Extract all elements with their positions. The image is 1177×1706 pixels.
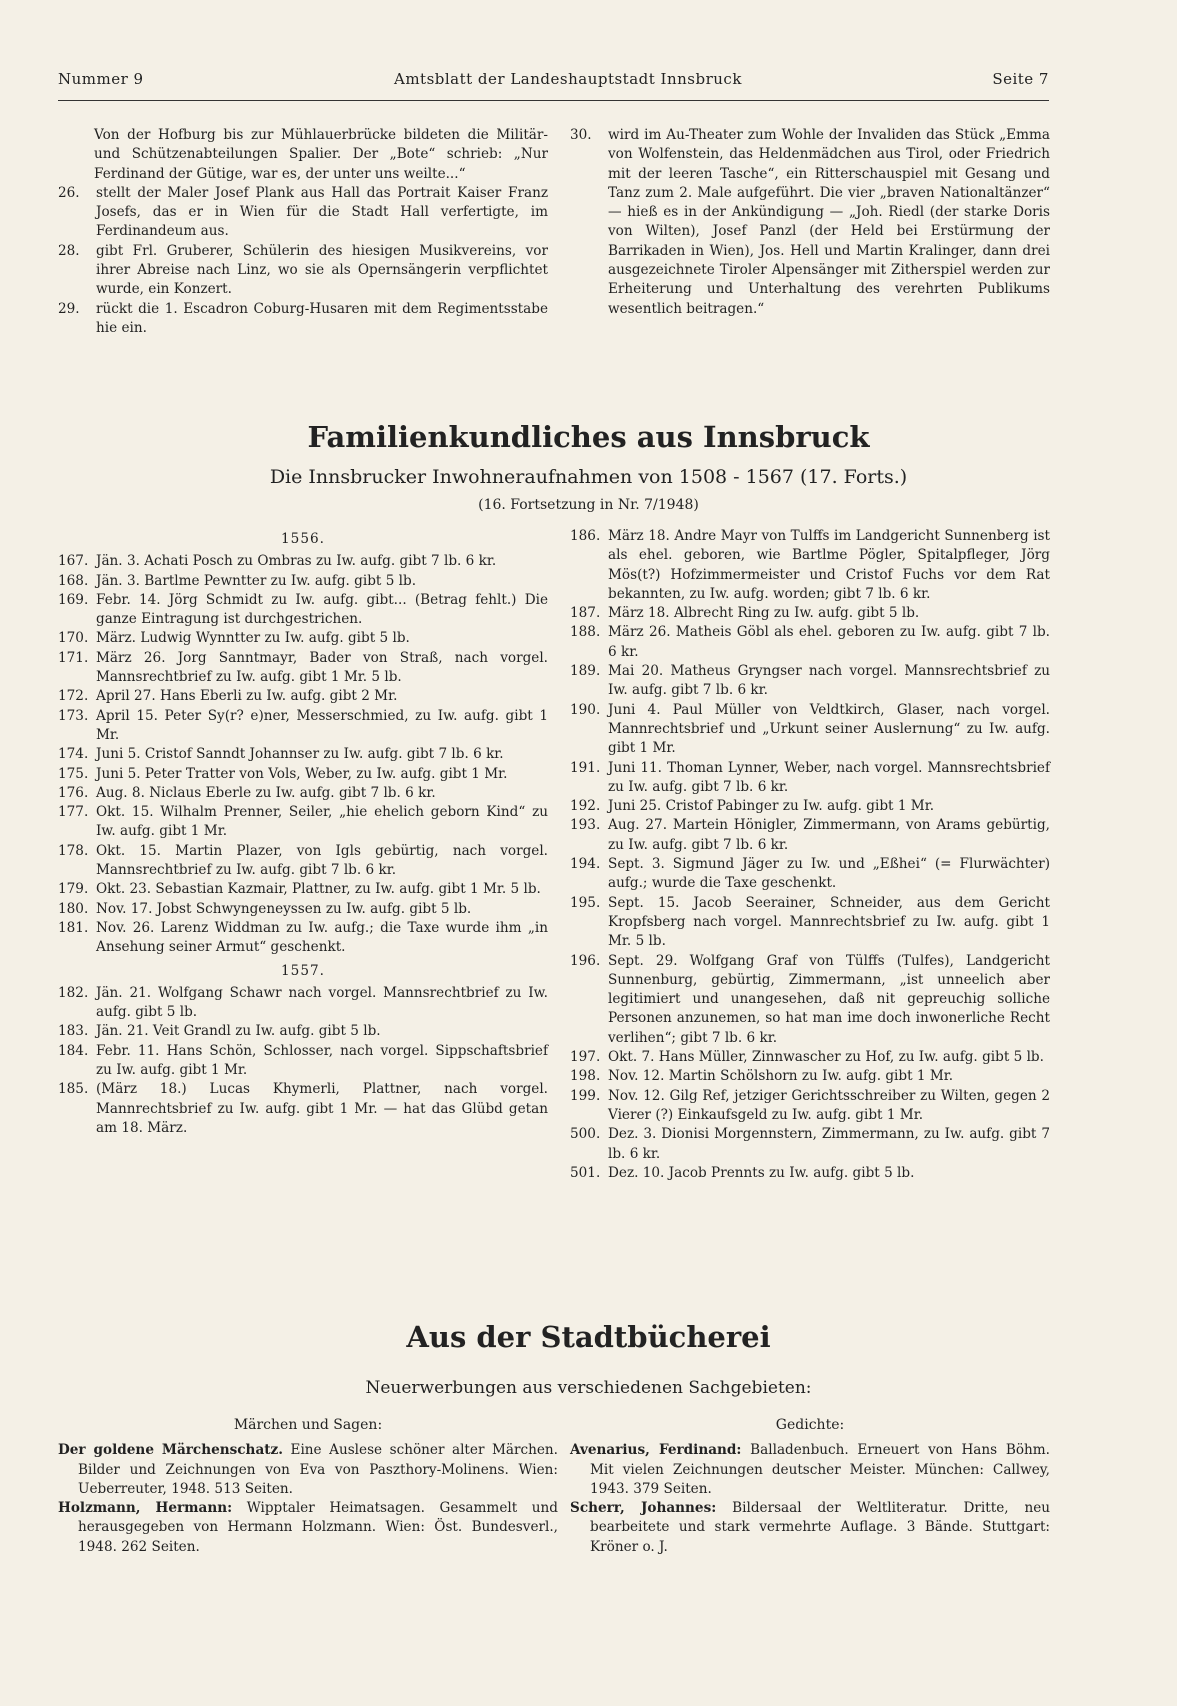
record-number: 183.: [58, 1023, 89, 1040]
record-number: 193.: [570, 817, 601, 834]
record-text: Dez. 10. Jacob Prennts zu Iw. aufg. gibt 5 lb.: [608, 1164, 915, 1181]
record-entry: [570, 855, 1050, 894]
record-number: 196.: [570, 952, 601, 969]
records-continued: [570, 527, 1050, 1183]
records-1556: [58, 552, 548, 957]
book-author: Der goldene Märchenschatz.: [58, 1442, 283, 1459]
record-text: Nov. 12. Gilg Ref, jetziger Gerichtsschreiber zu Wilten, gegen 2 Vierer (?) Einkaufsgeld zu Iw. aufg. gibt 1 Mr.: [608, 1087, 1050, 1123]
record-text: März 18. Andre Mayr von Tulffs im Landgericht Sunnenberg ist als ehel. geboren, wie Bartlme Pögler, Spitalpfleger, Jörg Mös(t?) Hofzimmermeister und Cristof Fuchs vor dem Rat bekannten, zu Iw. aufg. worden; gibt 7 lb. 6 kr.: [608, 528, 1050, 602]
book-details: Bildersaal der Weltliteratur. Dritte, neu bearbeitete und stark vermehrte Auflage. 3 Bände. Stuttgart: Kröner o. J.: [590, 1500, 1050, 1555]
top-right-entries: [570, 126, 1050, 319]
record-text: Jän. 3. Achati Posch zu Ombras zu Iw. aufg. gibt 7 lb. 6 kr.: [96, 553, 497, 570]
category-heading: Märchen und Sagen:: [233, 1417, 383, 1433]
record-text: Mai 20. Matheus Gryngser nach vorgel. Mannsrechtsbrief zu Iw. aufg. gibt 7 lb. 6 kr.: [608, 663, 1050, 699]
record-number: 174.: [58, 746, 89, 763]
running-header: [58, 70, 1049, 88]
section-title-library: Aus der Stadtbücherei: [406, 1320, 771, 1354]
record-entry: [570, 623, 1050, 662]
record-number: 186.: [570, 528, 601, 544]
record-entry: [58, 842, 548, 881]
record-text: Nov. 12. Martin Schölshorn zu Iw. aufg. gibt 1 Mr.: [608, 1068, 954, 1085]
record-entry: [58, 572, 548, 591]
record-number: 176.: [58, 784, 89, 801]
record-entry: [58, 745, 548, 764]
record-text: (März 18.) Lucas Khymerli, Plattner, nach vorgel. Mannrechtsbrief zu Iw. aufg. gibt 1 Mr. — hat das Glübd getan am 18. März.: [96, 1081, 548, 1136]
record-number: 191.: [570, 759, 601, 776]
record-text: Jän. 3. Bartlme Pewntter zu Iw. aufg. gibt 5 lb.: [96, 572, 417, 589]
record-number: 170.: [58, 630, 89, 647]
record-text: Juni 5. Peter Tratter von Vols, Weber, zu Iw. aufg. gibt 1 Mr.: [96, 765, 508, 782]
record-number: 167.: [58, 553, 89, 570]
record-number: 175.: [58, 765, 89, 782]
record-entry: [58, 552, 548, 571]
record-text: Nov. 26. Larenz Widdman zu Iw. aufg.; die Taxe wurde ihm „in Ansehung seiner Armut“ geschenkt.: [96, 919, 548, 956]
record-number: 168.: [58, 572, 89, 589]
record-number: 30.: [570, 127, 592, 143]
record-text: Aug. 27. Martein Hönigler, Zimmermann, von Arams gebürtig, zu Iw. aufg. gibt 7 lb. 6 kr.: [608, 817, 1050, 853]
record-number: 501.: [570, 1164, 601, 1181]
record-number: 169.: [58, 591, 89, 608]
record-entry: [58, 984, 548, 1023]
record-entry: [58, 242, 548, 300]
record-number: 179.: [58, 881, 89, 898]
publication-title: Amtsblatt der Landeshauptstadt Innsbruck: [393, 70, 742, 88]
record-text: Febr. 14. Jörg Schmidt zu Iw. aufg. gibt... (Betrag fehlt.) Die ganze Eintragung ist durchgestrichen.: [96, 591, 548, 628]
continuation-note: (16. Fortsetzung in Nr. 7/1948): [478, 497, 699, 513]
record-entry: [58, 687, 548, 706]
records-left-column: [58, 528, 548, 1138]
record-number: 26.: [58, 184, 80, 201]
record-number: 185.: [58, 1081, 89, 1098]
record-entry: [58, 629, 548, 648]
top-right-column: [570, 126, 1050, 319]
book-entry: [570, 1499, 1050, 1557]
record-text: Juni 25. Cristof Pabinger zu Iw. aufg. gibt 1 Mr.: [608, 798, 935, 815]
record-text: Juni 11. Thoman Lynner, Weber, nach vorgel. Mannsrechtsbrief zu Iw. aufg. gibt 7 lb. 6 kr.: [608, 759, 1050, 795]
record-number: 178.: [58, 842, 89, 859]
library-subtitle: Neuerwerbungen aus verschiedenen Sachgebieten:: [365, 1378, 812, 1398]
library-right-entries: [570, 1441, 1050, 1557]
record-entry: [570, 797, 1050, 816]
record-text: März 26. Jorg Sanntmayr, Bader von Straß, nach vorgel. Mannsrechtbrief zu Iw. aufg. gibt 1 Mr. 5 lb.: [96, 649, 548, 686]
library-right-column: [570, 1416, 1050, 1557]
record-text: März 18. Albrecht Ring zu Iw. aufg. gibt 5 lb.: [608, 605, 920, 622]
top-left-column: [58, 126, 548, 338]
record-entry: [570, 1067, 1050, 1086]
record-entry: [570, 952, 1050, 1048]
record-entry: [58, 765, 548, 784]
library-left-entries: [58, 1441, 558, 1557]
record-number: 197.: [570, 1049, 601, 1066]
book-details: Wipptaler Heimatsagen. Gesammelt und herausgegeben von Hermann Holzmann. Wien: Öst. Bundesverl., 1948. 262 Seiten.: [78, 1500, 558, 1555]
record-entry: [58, 591, 548, 630]
record-number: 182.: [58, 984, 89, 1001]
issue-number: Nummer 9: [58, 70, 144, 88]
page-number: Seite 7: [992, 70, 1049, 88]
record-entry: [58, 1042, 548, 1081]
record-text: wird im Au-Theater zum Wohle der Invaliden das Stück „Emma von Wolfenstein, das Heldenmädchen aus Tirol, oder Friedrich mit der leeren Tasche“, ein Ritterschauspiel mit Gesang und Tanz zum 2. Male aufgeführt. Die vier „braven Nationaltänzer“ — hieß es in der Ankündigung — „Joh. Riedl (der starke Doris von Wilten), Josef Panzl (der Held bei Erstürmung der Barrikaden in Wien), Jos. Hell und Martin Kralinger, dann drei ausgezeichnete Tiroler Alpensänger mit Zitherspiel werden zur Erheiterung und Unterhaltung des verehrten Publikums wesentlich beitragen.“: [608, 127, 1050, 317]
record-text: Okt. 15. Wilhalm Prenner, Seiler, „hie ehelich geborn Kind“ zu Iw. aufg. gibt 1 Mr.: [96, 804, 548, 840]
record-text: gibt Frl. Gruberer, Schülerin des hiesigen Musikvereins, vor ihrer Abreise nach Linz, wo sie als Opernsängerin verpflichtet wurde, ein Konzert.: [96, 242, 548, 298]
record-number: 177.: [58, 804, 89, 821]
book-author: Holzmann, Hermann:: [58, 1500, 233, 1517]
record-number: 171.: [58, 649, 89, 666]
record-text: Dez. 3. Dionisi Morgennstern, Zimmermann, zu Iw. aufg. gibt 7 lb. 6 kr.: [608, 1126, 1050, 1162]
record-entry: [570, 1125, 1050, 1164]
records-1557: [58, 984, 548, 1138]
record-entry: [58, 707, 548, 746]
record-entry: [58, 784, 548, 803]
record-number: 184.: [58, 1042, 89, 1059]
record-entry: [570, 1048, 1050, 1067]
record-entry: [570, 759, 1050, 798]
record-text: Jän. 21. Wolfgang Schawr nach vorgel. Mannsrechtbrief zu Iw. aufg. gibt 5 lb.: [96, 984, 548, 1021]
record-entry: [58, 1022, 548, 1041]
record-number: 188.: [570, 624, 601, 641]
record-entry: [58, 1080, 548, 1138]
record-text: rückt die 1. Escadron Coburg-Husaren mit dem Regimentsstabe hie ein.: [96, 300, 548, 336]
record-number: 192.: [570, 798, 601, 815]
record-entry: [58, 803, 548, 842]
record-number: 190.: [570, 701, 601, 718]
record-number: 181.: [58, 919, 89, 936]
record-text: Juni 5. Cristof Sanndt Johannser zu Iw. aufg. gibt 7 lb. 6 kr.: [96, 746, 504, 763]
record-text: Okt. 23. Sebastian Kazmair, Plattner, zu Iw. aufg. gibt 1 Mr. 5 lb.: [96, 881, 541, 898]
record-text: Okt. 7. Hans Müller, Zinnwascher zu Hof, zu Iw. aufg. gibt 5 lb.: [608, 1049, 1044, 1066]
record-number: 198.: [570, 1068, 601, 1085]
records-right-column: [570, 527, 1050, 1183]
record-text: Sept. 15. Jacob Seerainer, Schneider, aus dem Gericht Kropfsberg nach vorgel. Mannrechtsbrief zu Iw. aufg. gibt 1 Mr. 5 lb.: [608, 894, 1050, 950]
record-entry: [570, 1164, 1050, 1183]
record-text: Juni 4. Paul Müller von Veldtkirch, Glaser, nach vorgel. Mannrechtsbrief und „Urkunt seiner Auslernung“ zu Iw. aufg. gibt 1 Mr.: [608, 701, 1050, 757]
book-entry: [58, 1441, 558, 1499]
record-number: 187.: [570, 605, 601, 622]
section-title-family: Familienkundliches aus Innsbruck: [307, 420, 870, 454]
top-left-entries: [58, 184, 548, 338]
header-rule: [58, 100, 1049, 101]
record-text: stellt der Maler Josef Plank aus Hall das Portrait Kaiser Franz Josefs, das er in Wien für die Stadt Hall verfertigte, im Ferdinandeum aus.: [96, 184, 548, 240]
year-heading: 1557.: [281, 962, 325, 979]
section-subtitle: Die Innsbrucker Inwohneraufnahmen von 1508 - 1567 (17. Forts.): [269, 466, 908, 488]
record-number: 173.: [58, 707, 89, 724]
record-number: 29.: [58, 300, 80, 317]
record-entry: [58, 919, 548, 958]
record-number: 172.: [58, 688, 89, 705]
record-text: März 26. Matheis Göbl als ehel. geboren zu Iw. aufg. gibt 7 lb. 6 kr.: [608, 624, 1050, 660]
record-text: April 15. Peter Sy(r? e)ner, Messerschmied, zu Iw. aufg. gibt 1 Mr.: [96, 707, 548, 743]
book-entry: [570, 1441, 1050, 1499]
record-number: 199.: [570, 1087, 601, 1104]
record-text: Sept. 29. Wolfgang Graf von Tülffs (Tulfes), Landgericht Sunnenburg, gebürtig, Zimmermann, „ist unneelich aber legitimiert und unangesehen, daß nit gepreuchig solliche Personen anzunemen, so hat man ime doch inwonerliche Recht verlihen“; gibt 7 lb. 6 kr.: [608, 952, 1050, 1046]
record-entry: [58, 300, 548, 339]
library-left-column: [58, 1416, 558, 1557]
category-heading: Gedichte:: [775, 1417, 845, 1433]
record-entry: [58, 649, 548, 688]
record-text: Jän. 21. Veit Grandl zu Iw. aufg. gibt 5 lb.: [96, 1023, 381, 1040]
book-details: Balladenbuch. Erneuert von Hans Böhm. Mit vielen Zeichnungen deutscher Meister. München: Callwey, 1943. 379 Seiten.: [590, 1442, 1050, 1497]
record-number: 195.: [570, 894, 601, 911]
record-number: 500.: [570, 1126, 601, 1143]
record-entry: [570, 894, 1050, 952]
book-author: Scherr, Johannes:: [570, 1500, 717, 1517]
record-number: 180.: [58, 900, 89, 917]
record-entry: [58, 900, 548, 919]
record-entry: [58, 184, 548, 242]
record-text: Okt. 15. Martin Plazer, von Igls gebürtig, nach vorgel. Mannsrechtbrief zu Iw. aufg. gibt 7 lb. 6 kr.: [96, 842, 548, 879]
record-entry: [58, 880, 548, 899]
record-number: 189.: [570, 663, 601, 680]
record-entry: [570, 1087, 1050, 1126]
book-details: Eine Auslese schöner alter Märchen. Bilder und Zeichnungen von Eva von Paszthory-Molinens. Wien: Ueberreuter, 1948. 513 Seiten.: [78, 1442, 558, 1497]
record-text: April 27. Hans Eberli zu Iw. aufg. gibt 2 Mr.: [96, 688, 398, 705]
book-entry: [58, 1499, 558, 1557]
record-entry: [570, 816, 1050, 855]
record-entry: [570, 604, 1050, 623]
record-entry: [570, 662, 1050, 701]
record-text: Nov. 17. Jobst Schwyngeneyssen zu Iw. aufg. gibt 5 lb.: [96, 900, 472, 917]
record-entry: [570, 701, 1050, 759]
record-text: Sept. 3. Sigmund Jäger zu Iw. und „Eßhei“ (= Flurwächter) aufg.; wurde die Taxe geschenkt.: [608, 856, 1050, 892]
record-number: 28.: [58, 242, 80, 259]
record-text: Aug. 8. Niclaus Eberle zu Iw. aufg. gibt 7 lb. 6 kr.: [96, 784, 436, 801]
book-author: Avenarius, Ferdinand:: [570, 1442, 742, 1459]
record-text: Febr. 11. Hans Schön, Schlosser, nach vorgel. Sippschaftsbrief zu Iw. aufg. gibt 1 Mr.: [96, 1042, 548, 1079]
year-heading: 1556.: [281, 531, 325, 547]
record-entry: [570, 126, 1050, 319]
intro-paragraph: Von der Hofburg bis zur Mühlauerbrücke bildeten die Militär- und Schützenabteilungen Spalier. Der „Bote“ schrieb: „Nur Ferdinand der Gütige, war es, der unter uns weilte...“: [94, 127, 548, 182]
record-text: März. Ludwig Wynntter zu Iw. aufg. gibt 5 lb.: [96, 630, 410, 647]
record-number: 194.: [570, 856, 601, 873]
record-entry: [570, 527, 1050, 604]
